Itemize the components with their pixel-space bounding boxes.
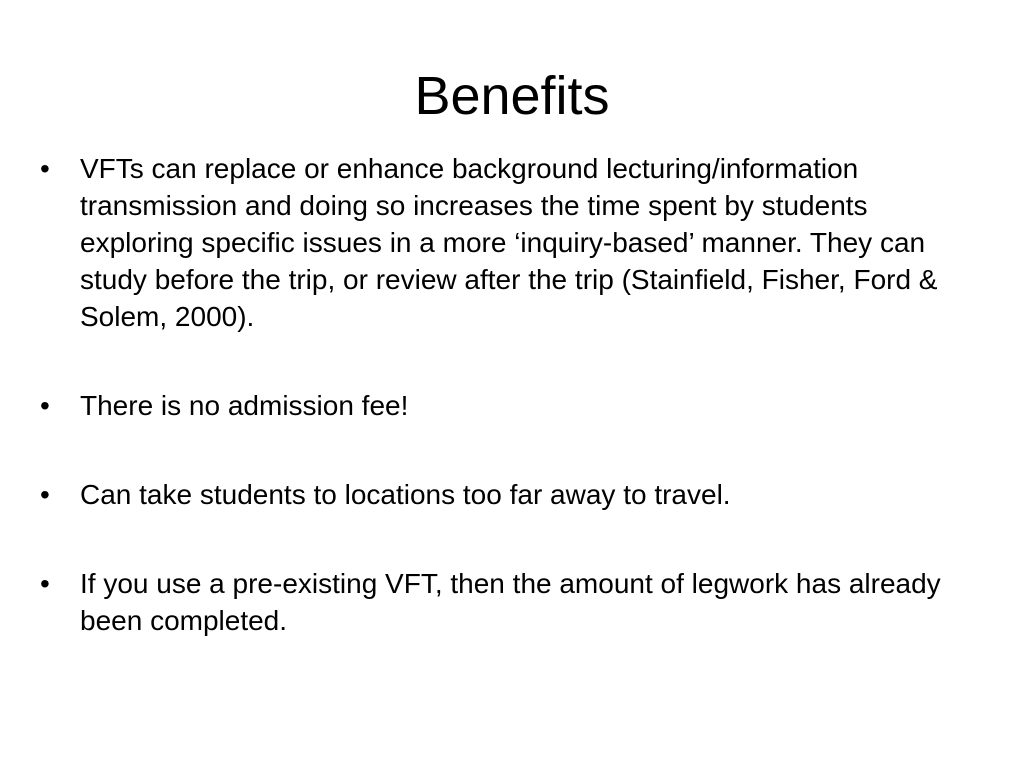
bullet-item-3 [40, 476, 980, 513]
bullet-text: VFTs can replace or enhance background lecturing/information transmission and doing so increases the time spent by students exploring specific issues in a more ‘inquiry-based’ manner. They can study before the trip, or review after the trip (Stainfield, Fisher, Ford & Solem, 2000). [80, 153, 938, 332]
bullet-item-1 [40, 150, 980, 335]
bullet-item-4 [40, 565, 980, 639]
bullet-text: There is no admission fee! [80, 390, 409, 421]
bullet-item-2 [40, 387, 980, 424]
bullet-dot-icon: • [40, 568, 50, 599]
bullet-dot-icon: • [40, 479, 50, 510]
slide-title: Benefits [414, 66, 610, 126]
bullet-dot-icon: • [40, 153, 50, 184]
bullet-list [40, 150, 980, 691]
bullet-dot-icon: • [40, 390, 50, 421]
bullet-text: Can take students to locations too far away to travel. [80, 479, 731, 510]
bullet-text: If you use a pre-existing VFT, then the amount of legwork has already been completed. [80, 568, 941, 636]
